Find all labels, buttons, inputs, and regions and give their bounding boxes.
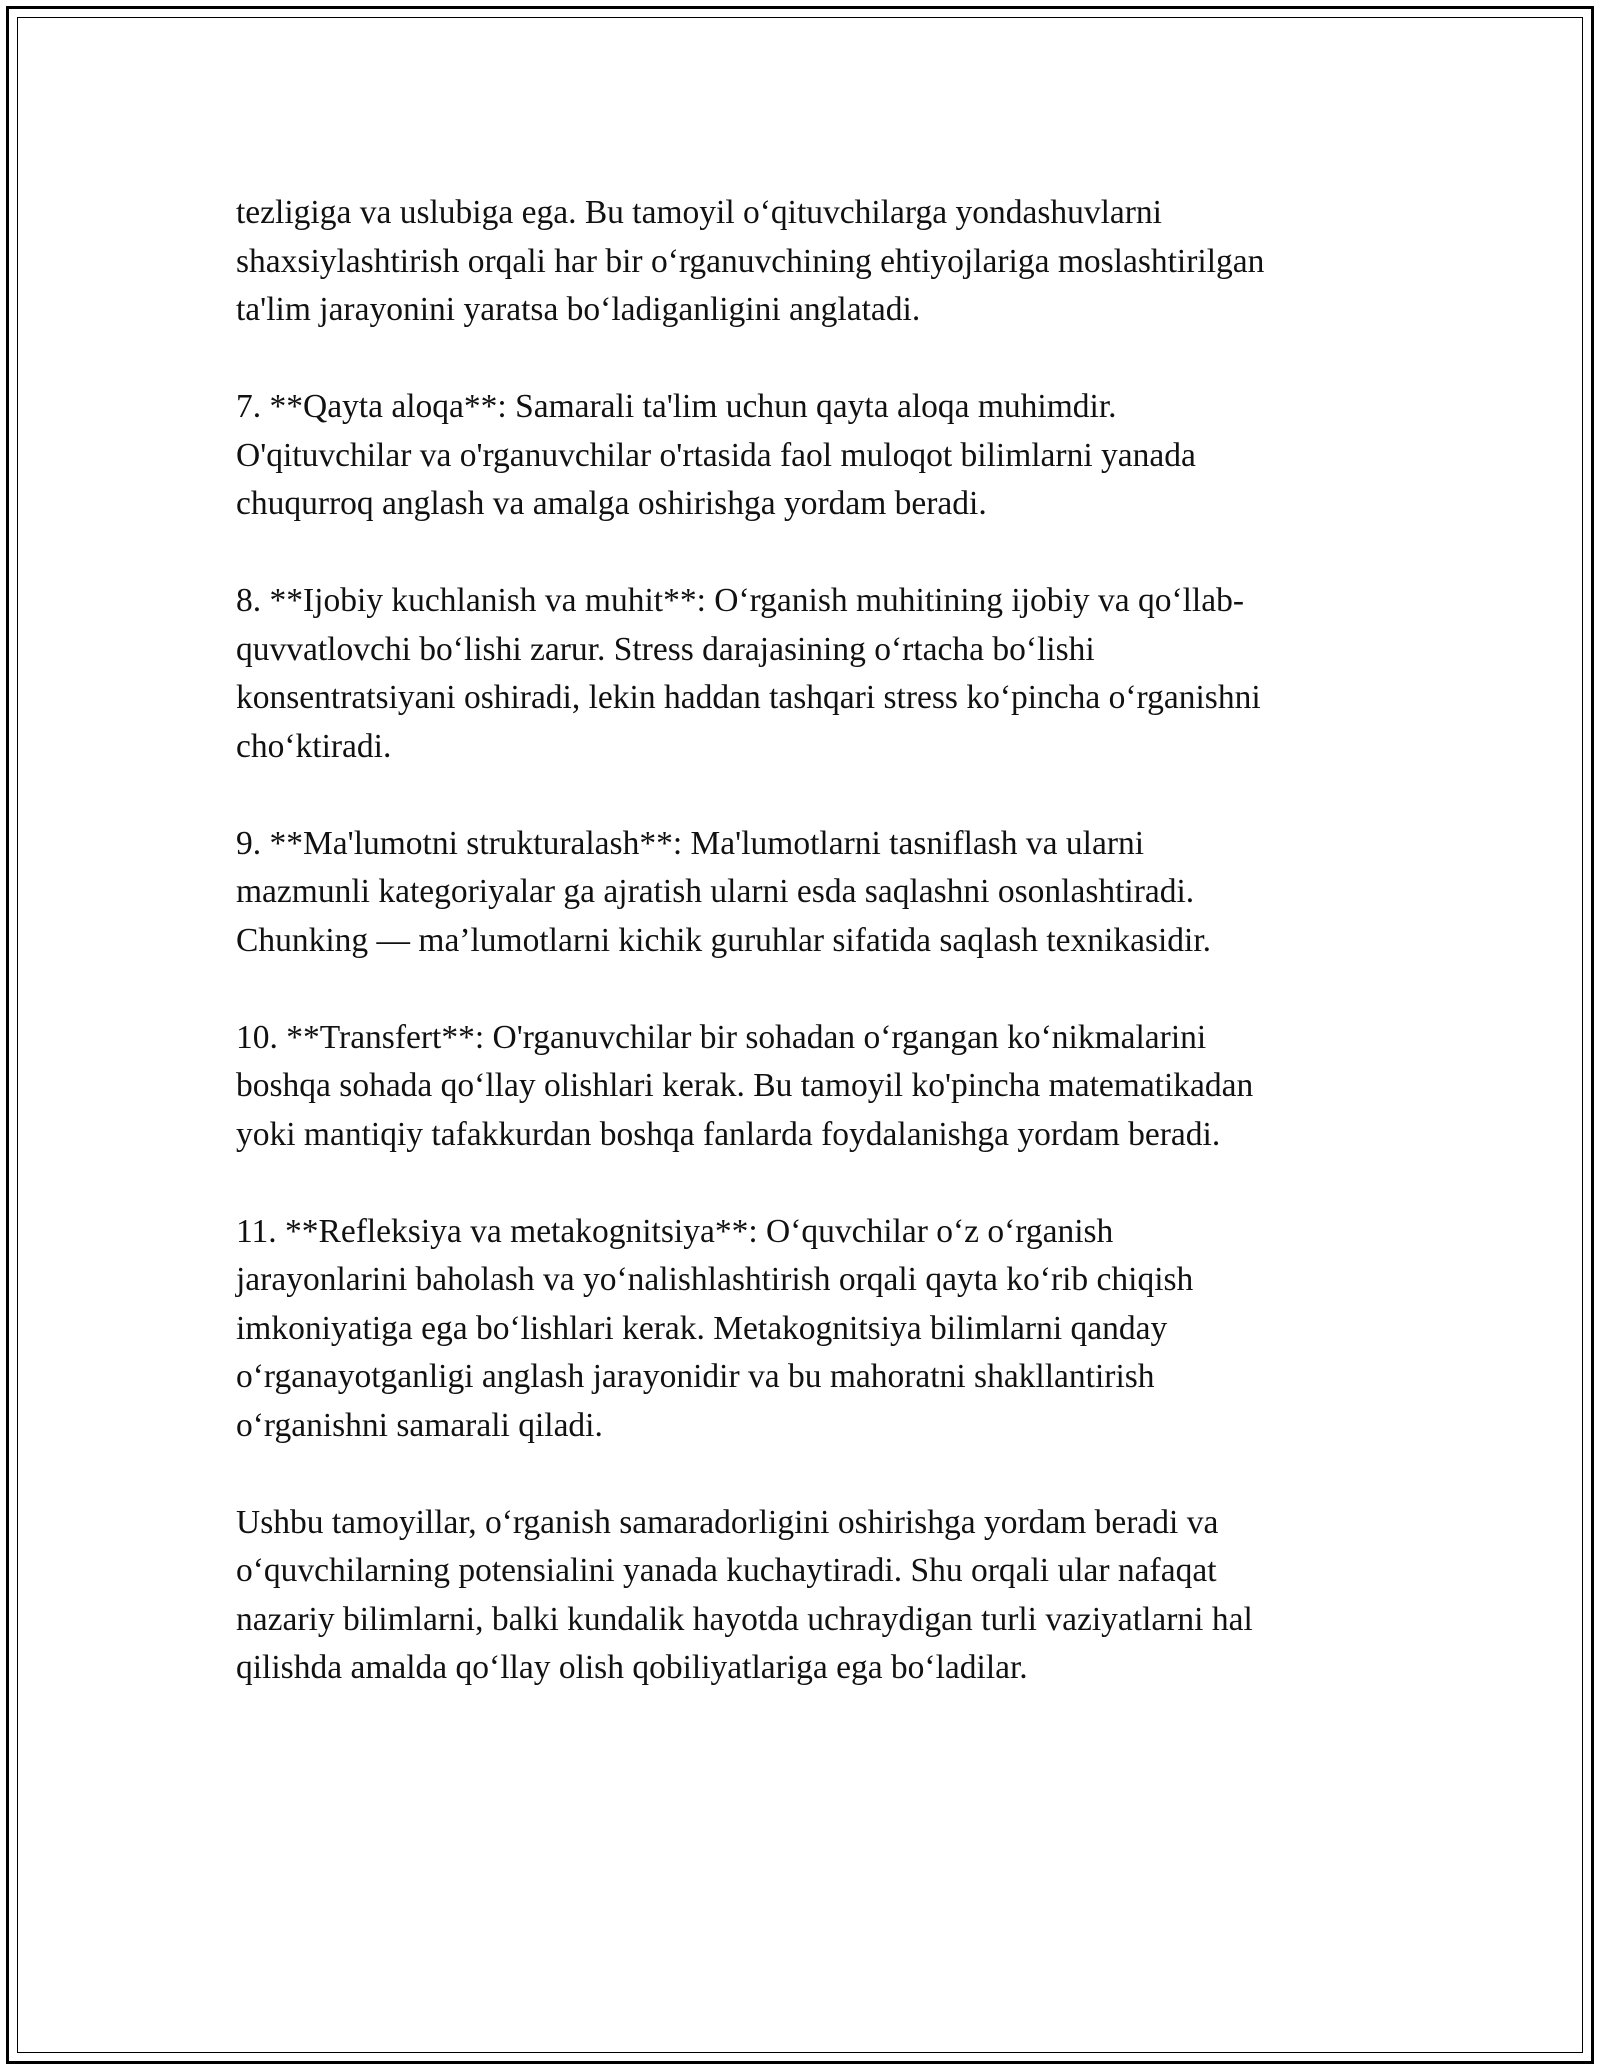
paragraph-item-8-positive-environment: 8. **Ijobiy kuchlanish va muhit**: O‘rganish muhitining ijobiy va qo‘llab- quvvatlovchi bo‘lishi zarur. Stress darajasining o‘rtacha bo‘lishi konsentratsiyani oshiradi, lekin haddan tashqari stress ko‘pincha o‘rganishni cho‘ktiradi. xyxy=(236,582,1261,765)
document-body xyxy=(236,189,1376,1693)
paragraph-item-11-reflection: 11. **Refleksiya va metakognitsiya**: O‘quvchilar o‘z o‘rganish jarayonlarini baholash va yo‘nalishlashtirish orqali qayta ko‘rib chiqish imkoniyatiga ega bo‘lishlari kerak. Metakognitsiya bilimlarni qanday o‘rganayotganligi anglash jarayonidir va bu mahoratni shakllantirish o‘rganishni samarali qiladi. xyxy=(236,1212,1194,1444)
paragraph-item-9-information-structuring: 9. **Ma'lumotni strukturalash**: Ma'lumotlarni tasniflash va ularni mazmunli kategoriyalar ga ajratish ularni esda saqlashni osonlashtiradi. Chunking — ma’lumotlarni kichik guruhlar sifatida saqlash texnikasidir. xyxy=(236,824,1212,959)
paragraph-intro-continuation: tezligiga va uslubiga ega. Bu tamoyil o‘qituvchilarga yondashuvlarni shaxsiylashtirish orqali har bir o‘rganuvchining ehtiyojlariga moslashtirilgan ta'lim jarayonini yaratsa bo‘ladiganligini anglatadi. xyxy=(236,194,1265,328)
paragraph-item-7-feedback: 7. **Qayta aloqa**: Samarali ta'lim uchun qayta aloqa muhimdir. O'qituvchilar va o'rganuvchilar o'rtasida faol muloqot bilimlarni yanada chuqurroq anglash va amalga oshirishga yordam beradi. xyxy=(236,388,1196,522)
paragraph-conclusion: Ushbu tamoyillar, o‘rganish samaradorligini oshirishga yordam beradi va o‘quvchilarning potensialini yanada kuchaytiradi. Shu orqali ular nafaqat nazariy bilimlarni, balki kundalik hayotda uchraydigan turli vaziyatlarni hal qilishda amalda qo‘llay olish qobiliyatlariga ega bo‘ladilar. xyxy=(236,1503,1253,1686)
paragraph-item-10-transfer: 10. **Transfert**: O'rganuvchilar bir sohadan o‘rgangan ko‘nikmalarini boshqa sohada qo‘llay olishlari kerak. Bu tamoyil ko'pincha matematikadan yoki mantiqiy tafakkurdan boshqa fanlarda foydalanishga yordam beradi. xyxy=(236,1018,1254,1153)
